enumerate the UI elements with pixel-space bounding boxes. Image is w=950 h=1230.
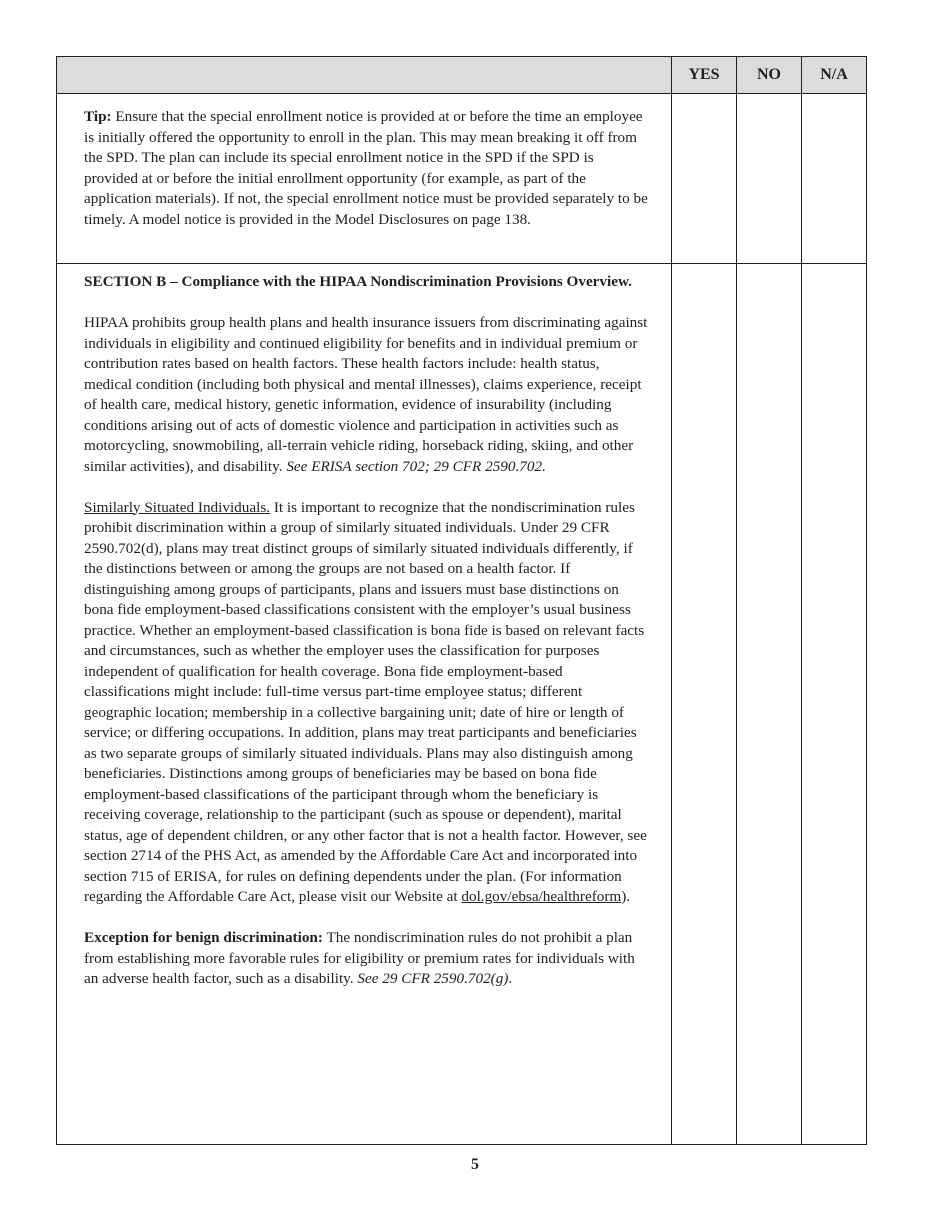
tip-yes-cell[interactable]	[672, 94, 737, 264]
section-b-row	[57, 264, 867, 1145]
header-yes: YES	[672, 57, 737, 94]
tip-paragraph	[84, 107, 651, 230]
tip-cell	[57, 94, 672, 264]
section-b-yes-cell[interactable]	[672, 264, 737, 1145]
header-no: NO	[737, 57, 802, 94]
overview-citation: See ERISA section 702; 29 CFR 2590.702.	[286, 457, 546, 475]
tip-row	[57, 94, 867, 264]
compliance-checklist-table	[56, 56, 867, 1145]
tip-text: Ensure that the special enrollment notice is provided at or before the time an employee is initially offered the opportunity to enroll in the plan. This may mean breaking it off from the SPD. The plan can include its special enrollment notice in the SPD if the SPD is provided at or before the initial enrollment opportunity (for example, as part of the application materials). If not, the special enrollment notice must be provided separately to be timely. A model notice is provided in the Model Disclosures on page 138.	[84, 108, 648, 228]
tip-label: Tip:	[84, 108, 112, 125]
similarly-situated-end: ).	[621, 888, 631, 905]
tip-na-cell[interactable]	[802, 94, 867, 264]
header-na: N/A	[802, 57, 867, 94]
benign-discrimination-citation: See 29 CFR 2590.702(g)	[357, 970, 509, 987]
overview-text: HIPAA prohibits group health plans and health insurance issuers from discriminating against individuals in eligibility and continued eligibility for benefits and in individual premium or contribution rates based on health factors. These health factors include: health status, medical condition (including both physical and mental illnesses), claims experience, receipt of health care, medical history, genetic information, evidence of insurability (including conditions arising out of acts of domestic violence and participation in activities such as motorcycling, snowmobiling, all-terrain vehicle riding, horseback riding, skiing, and other similar activities), and disability.	[84, 314, 648, 475]
section-b-cell	[57, 264, 672, 1145]
benign-discrimination-paragraph	[84, 928, 651, 990]
header-blank-cell	[57, 57, 672, 94]
tip-no-cell[interactable]	[737, 94, 802, 264]
section-b-na-cell[interactable]	[802, 264, 867, 1145]
similarly-situated-paragraph	[84, 498, 651, 908]
section-b-heading: SECTION B – Compliance with the HIPAA Nondiscrimination Provisions Overview.	[84, 273, 632, 290]
similarly-situated-text: It is important to recognize that the nondiscrimination rules prohibit discrimination within a group of similarly situated individuals. Under 29 CFR 2590.702(d), plans may treat distinct groups of similarly situated individuals differently, if the distinctions between or among the groups are not based on a health factor. If distinguishing among groups of participants, plans and issuers must base distinctions on bona fide employment-based classifications consistent with the employer’s usual business practice. Whether an employment-based classification is bona fide is based on relevant facts and circumstances, such as whether the employer uses the classification for purposes independent of qualification for health coverage. Bona fide employment-based classifications might include: full-time versus part-time employee status; different geographic location; membership in a collective bargaining unit; date of hire or length of service; or differing occupations. In addition, plans may treat participants and beneficiaries as two separate groups of similarly situated individuals. Plans may also distinguish among beneficiaries. Distinctions among groups of beneficiaries may be based on bona fide employment-based classifications of the participant through whom the beneficiary is receiving coverage, relationship to the participant (such as spouse or dependent), marital status, age of dependent children, or any other factor that is not a health factor. However, see section 2714 of the PHS Act, as amended by the Affordable Care Act and incorporated into section 715 of ERISA, for rules on defining dependents under the plan. (For information regarding the Affordable Care Act, please visit our Website at	[84, 498, 647, 905]
overview-paragraph	[84, 313, 651, 477]
page-number: 5	[471, 1156, 479, 1173]
benign-discrimination-text: The nondiscrimination rules do not prohibit a plan from establishing more favorable rules for eligibility or premium rates for individuals with an adverse health factor, such as a disability.	[84, 929, 635, 987]
table-header-row	[57, 57, 867, 94]
benign-discrimination-label: Exception for benign discrimination:	[84, 929, 323, 946]
benign-discrimination-end: .	[508, 970, 513, 987]
similarly-situated-label: Similarly Situated Individuals.	[84, 498, 271, 516]
healthreform-link[interactable]: dol.gov/ebsa/healthreform	[461, 888, 622, 905]
section-b-no-cell[interactable]	[737, 264, 802, 1145]
